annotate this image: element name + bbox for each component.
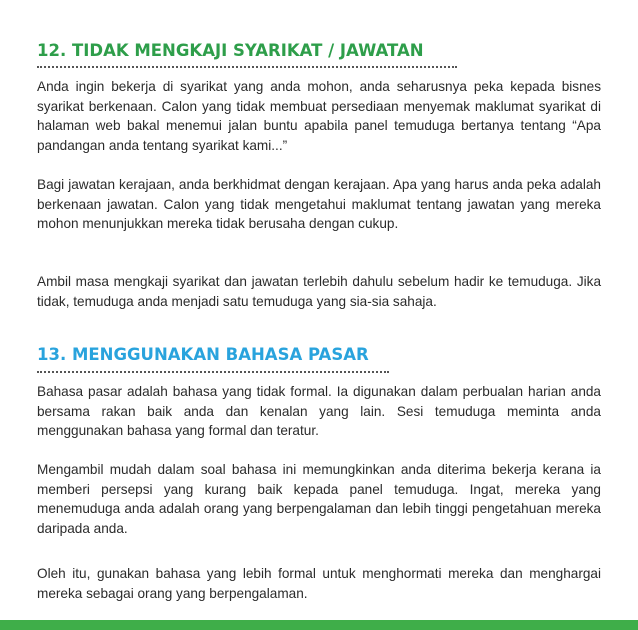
bottom-accent-bar (0, 620, 638, 630)
dotted-divider (37, 371, 389, 373)
paragraph-syarikat: Anda ingin bekerja di syarikat yang anda mohon, anda seharusnya peka kepada bisnes syarikat berkenaan. Calon yang tidak membuat persediaan menyemak maklumat syarikat di halaman web bakal menemui jalan buntu apabila panel temuduga bertanya tentang “Apa pandangan anda tentang syarikat kami...” (37, 79, 601, 153)
dotted-divider (37, 66, 457, 68)
paragraph-mengambil-mudah: Mengambil mudah dalam soal bahasa ini memungkinkan anda diterima bekerja kerana ia memberi persepsi yang kurang baik kepada panel temuduga. Ingat, mereka yang menemuduga anda adalah orang yang berpengalaman dan lebih tinggi pengetahuan mereka daripada anda. (37, 462, 601, 536)
paragraph-bahasa-pasar: Bahasa pasar adalah bahasa yang tidak formal. Ia digunakan dalam perbualan harian anda bersama rakan baik anda dan kenalan yang lain. Sesi temuduga meminta anda menggunakan bahasa yang formal dan teratur. (37, 384, 601, 438)
section-title-tidak-mengkaji: 12. TIDAK MENGKAJI SYARIKAT / JAWATAN (37, 41, 424, 60)
paragraph-jawatan-kerajaan: Bagi jawatan kerajaan, anda berkhidmat dengan kerajaan. Apa yang harus anda peka adalah berkenaan jawatan. Calon yang tidak mengetahui maklumat tentang jawatan yang mereka mohon menunjukkan mereka tidak berusaha dengan cukup. (37, 177, 601, 231)
paragraph-ambil-masa: Ambil masa mengkaji syarikat dan jawatan terlebih dahulu sebelum hadir ke temuduga. Jika tidak, temuduga anda menjadi satu temuduga yang sia-sia sahaja. (37, 274, 601, 309)
section-title-bahasa-pasar: 13. MENGGUNAKAN BAHASA PASAR (37, 345, 369, 364)
paragraph-oleh-itu: Oleh itu, gunakan bahasa yang lebih formal untuk menghormati mereka dan menghargai mereka sebagai orang yang berpengalaman. (37, 566, 601, 601)
